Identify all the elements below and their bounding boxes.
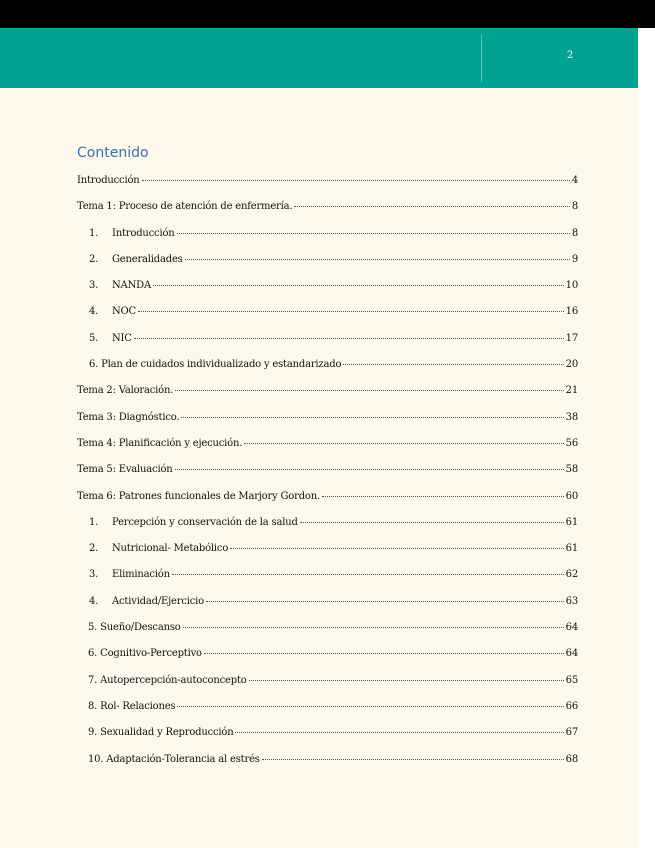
toc-entry[interactable] <box>77 754 578 780</box>
toc-dot-leader <box>300 522 564 523</box>
toc-entry-number: 2. <box>89 543 99 555</box>
toc-entry-page: 56 <box>565 437 578 449</box>
toc-entry-page: 21 <box>565 385 578 397</box>
toc-entry-page: 63 <box>565 595 578 607</box>
toc-entry-text: 7. Autopercepción-autoconcepto <box>88 674 247 686</box>
toc-entry-text: Tema 1: Proceso de atención de enfermería. <box>77 201 293 213</box>
toc-entry-number: 1. <box>89 227 99 239</box>
toc-entry-number: 1. <box>89 516 99 528</box>
toc-entry-page: 17 <box>565 332 578 344</box>
toc-entry-page: 38 <box>565 411 578 423</box>
toc-entry-text: Percepción y conservación de la salud <box>112 516 298 528</box>
toc-entry-number: 2. <box>89 253 99 265</box>
toc-dot-leader <box>138 311 564 312</box>
toc-entry[interactable] <box>77 385 578 411</box>
toc-dot-leader <box>185 259 570 260</box>
toc-entry[interactable] <box>77 254 578 280</box>
toc-entry-page: 68 <box>565 753 578 765</box>
toc-entry[interactable] <box>77 438 578 464</box>
toc-dot-leader <box>249 680 564 681</box>
toc-title: Contenido <box>77 145 149 161</box>
toc-dot-leader <box>172 574 564 575</box>
toc-dot-leader <box>177 706 563 707</box>
table-of-contents <box>77 175 578 780</box>
toc-dot-leader <box>206 601 564 602</box>
toc-entry-text: 6. Cognitivo-Perceptivo <box>88 648 202 660</box>
toc-entry[interactable] <box>77 517 578 543</box>
toc-entry-page: 9 <box>571 253 578 265</box>
toc-entry-text: Tema 2: Valoración. <box>77 385 174 397</box>
toc-entry-page: 60 <box>565 490 578 502</box>
toc-entry-text: 6. Plan de cuidados individualizado y estandarizado <box>89 359 342 371</box>
toc-entry-page: 8 <box>571 201 578 213</box>
toc-entry[interactable] <box>77 280 578 306</box>
toc-entry-text: 10. Adaptación-Tolerancia al estrés <box>88 753 260 765</box>
toc-entry-text: Tema 5: Evaluación <box>77 464 173 476</box>
toc-dot-leader <box>134 338 564 339</box>
toc-entry[interactable] <box>77 201 578 227</box>
toc-entry-page: 67 <box>565 727 578 739</box>
toc-dot-leader <box>177 233 570 234</box>
toc-entry[interactable] <box>77 569 578 595</box>
header-divider <box>481 34 482 82</box>
toc-dot-leader <box>153 285 564 286</box>
toc-entry[interactable] <box>77 675 578 701</box>
toc-entry-text: Nutricional- Metabólico <box>112 543 229 555</box>
toc-entry-text: Introducción <box>112 227 175 239</box>
toc-dot-leader <box>204 653 564 654</box>
toc-dot-leader <box>175 469 564 470</box>
page-number: 2 <box>566 50 574 61</box>
toc-entry-text: Tema 6: Patrones funcionales de Marjory Gordon. <box>77 490 320 502</box>
toc-entry-text: Tema 4: Planificación y ejecución. <box>77 437 243 449</box>
toc-entry-number: 3. <box>89 569 99 581</box>
toc-entry-text: Introducción <box>77 175 140 186</box>
toc-entry-page: 16 <box>565 306 578 318</box>
toc-entry-page: 20 <box>565 359 578 371</box>
toc-entry-page: 10 <box>565 280 578 292</box>
toc-entry[interactable] <box>77 648 578 674</box>
toc-entry[interactable] <box>77 596 578 622</box>
toc-entry-number: 4. <box>89 595 99 607</box>
toc-dot-leader <box>343 364 563 365</box>
window-top-bar <box>0 0 655 28</box>
toc-entry-number: 5. <box>89 332 99 344</box>
toc-entry-text: 5. Sueño/Descanso <box>88 622 181 634</box>
toc-entry[interactable] <box>77 464 578 490</box>
toc-entry[interactable] <box>77 306 578 332</box>
toc-entry[interactable] <box>77 333 578 359</box>
toc-entry-text: 8. Rol- Relaciones <box>88 700 176 712</box>
toc-entry[interactable] <box>77 622 578 648</box>
toc-dot-leader <box>244 443 563 444</box>
toc-entry-text: Generalidades <box>112 253 183 265</box>
toc-dot-leader <box>230 548 564 549</box>
toc-entry-page: 64 <box>565 648 578 660</box>
toc-entry-page: 64 <box>565 622 578 634</box>
toc-dot-leader <box>294 206 569 207</box>
toc-entry-text: NANDA <box>112 280 151 292</box>
toc-dot-leader <box>262 759 564 760</box>
toc-entry-page: 8 <box>571 227 578 239</box>
toc-entry[interactable] <box>77 491 578 517</box>
toc-dot-leader <box>142 180 570 181</box>
toc-entry[interactable] <box>77 543 578 569</box>
toc-entry-text: 9. Sexualidad y Reproducción <box>88 727 234 739</box>
toc-entry[interactable] <box>77 175 578 201</box>
toc-dot-leader <box>322 496 564 497</box>
toc-entry[interactable] <box>77 359 578 385</box>
toc-entry-text: Eliminación <box>112 569 170 581</box>
toc-entry-page: 62 <box>565 569 578 581</box>
toc-entry-page: 61 <box>565 516 578 528</box>
toc-entry[interactable] <box>77 701 578 727</box>
toc-entry-text: NOC <box>112 306 136 318</box>
toc-dot-leader <box>183 627 564 628</box>
toc-entry-number: 4. <box>89 306 99 318</box>
document-page <box>0 28 638 848</box>
toc-entry-page: 4 <box>571 175 578 186</box>
toc-entry-page: 66 <box>565 700 578 712</box>
toc-entry-text: NIC <box>112 332 132 344</box>
toc-entry-page: 65 <box>565 674 578 686</box>
toc-entry-text: Tema 3: Diagnóstico. <box>77 411 180 423</box>
toc-entry[interactable] <box>77 412 578 438</box>
toc-entry[interactable] <box>77 727 578 753</box>
page-header-band <box>0 28 638 88</box>
toc-dot-leader <box>175 390 563 391</box>
toc-entry-number: 3. <box>89 280 99 292</box>
toc-entry[interactable] <box>77 228 578 254</box>
toc-entry-text: Actividad/Ejercicio <box>112 595 204 607</box>
toc-entry-page: 58 <box>565 464 578 476</box>
toc-entry-page: 61 <box>565 543 578 555</box>
toc-dot-leader <box>235 732 563 733</box>
toc-dot-leader <box>181 417 563 418</box>
